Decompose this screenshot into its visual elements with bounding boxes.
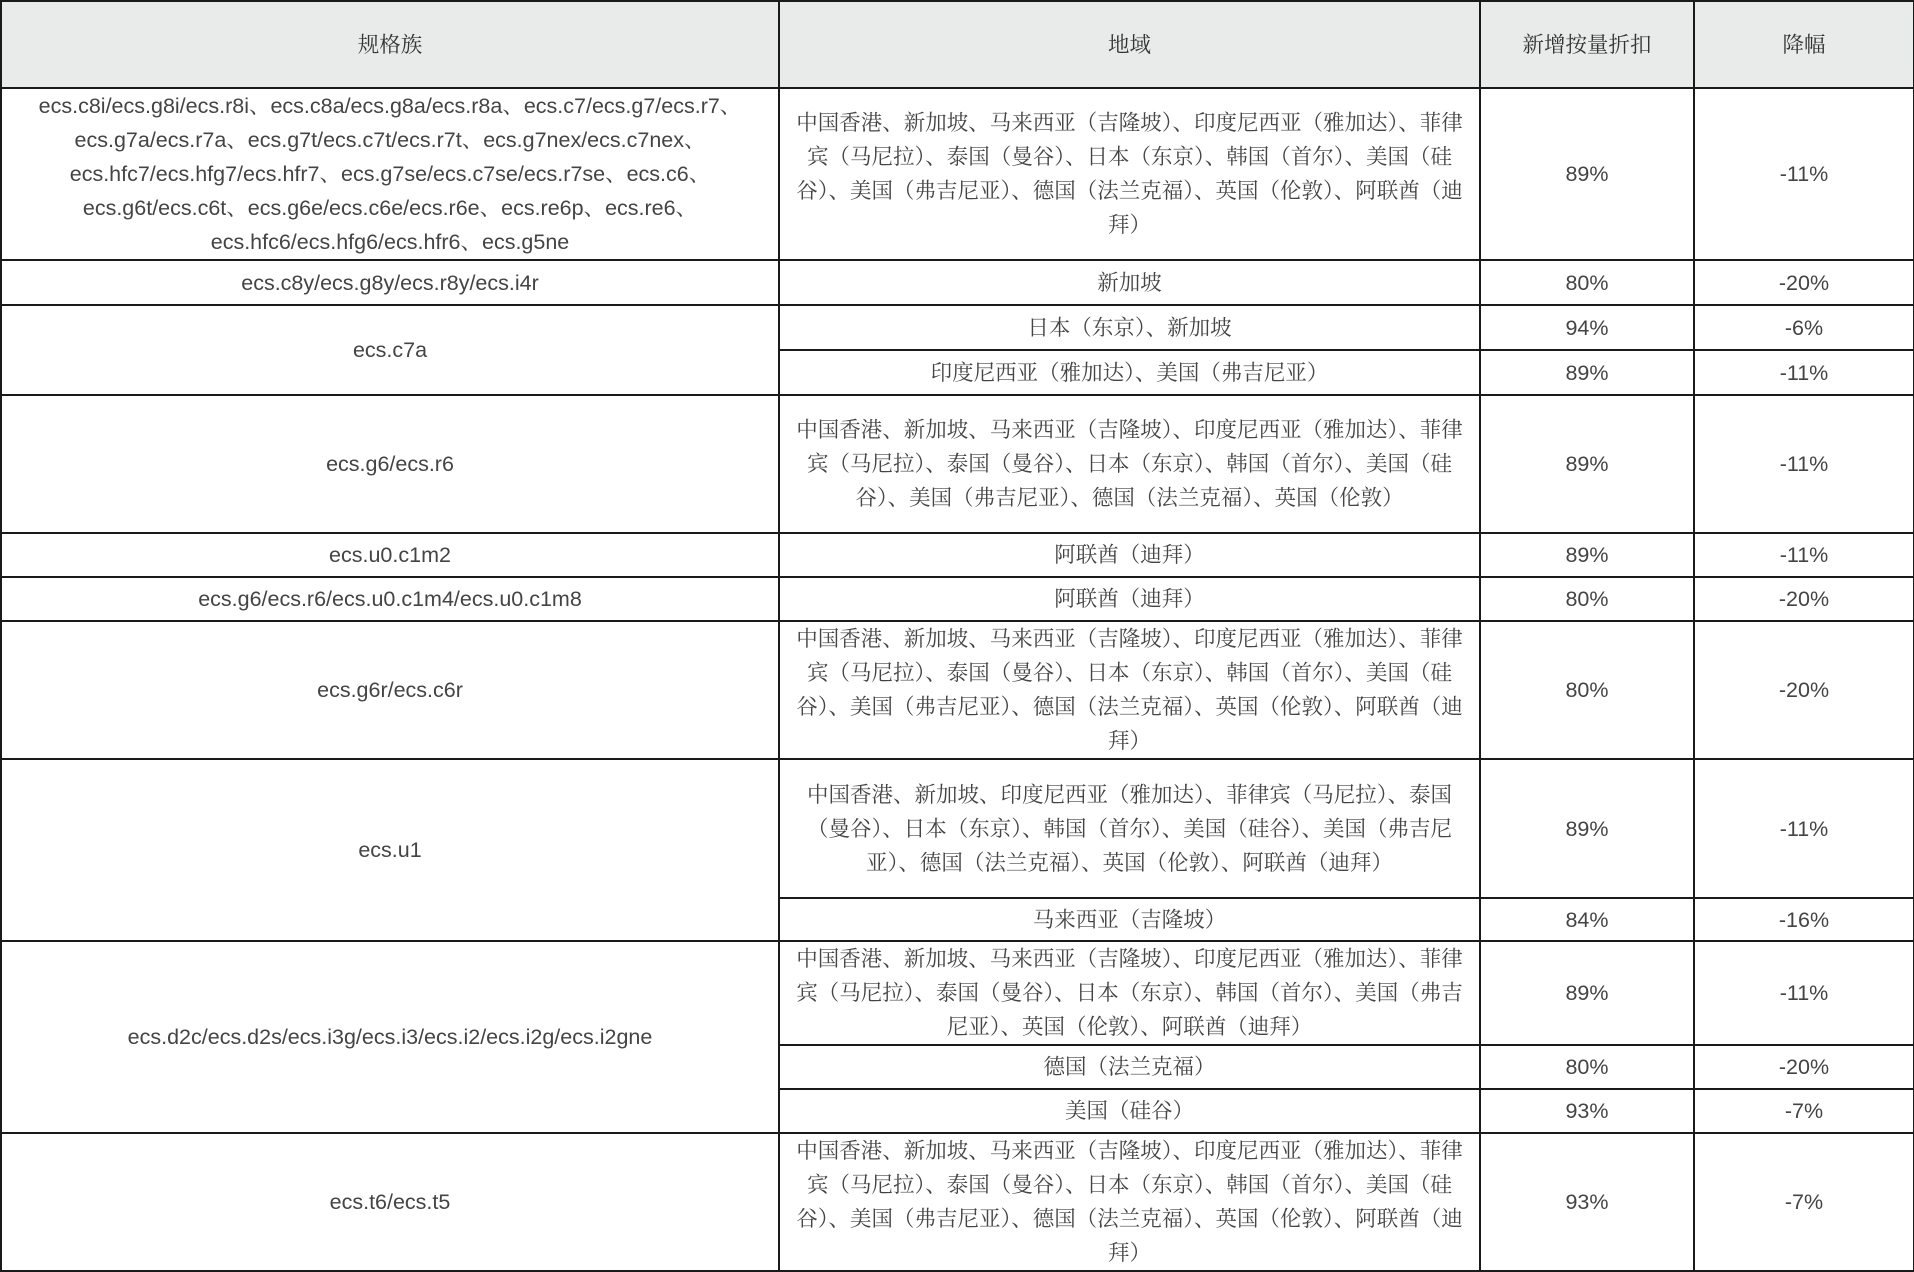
family-cell: ecs.c8y/ecs.g8y/ecs.r8y/ecs.i4r — [1, 260, 779, 305]
header-discount: 新增按量折扣 — [1480, 1, 1694, 88]
family-cell: ecs.g6r/ecs.c6r — [1, 621, 779, 759]
region-cell: 美国（硅谷） — [779, 1089, 1480, 1133]
drop-cell: -11% — [1694, 395, 1914, 533]
table-row — [1, 1133, 1914, 1271]
region-cell: 马来西亚（吉隆坡） — [779, 898, 1480, 941]
discount-cell: 80% — [1480, 577, 1694, 621]
drop-cell: -7% — [1694, 1089, 1914, 1133]
family-cell: ecs.c7a — [1, 305, 779, 395]
region-cell: 中国香港、新加坡、马来西亚（吉隆坡）、印度尼西亚（雅加达）、菲律宾（马尼拉）、泰国（曼谷）、日本（东京）、韩国（首尔）、美国（弗吉尼亚）、英国（伦敦）、阿联酋（迪拜） — [779, 941, 1480, 1045]
drop-cell: -20% — [1694, 260, 1914, 305]
drop-cell: -11% — [1694, 350, 1914, 395]
drop-cell: -11% — [1694, 759, 1914, 898]
family-cell: ecs.c8i/ecs.g8i/ecs.r8i、ecs.c8a/ecs.g8a/ecs.r8a、ecs.c7/ecs.g7/ecs.r7、ecs.g7a/ecs.r7a、ecs.g7t/ecs.c7t/ecs.r7t、ecs.g7nex/ecs.c7nex、ecs.hfc7/ecs.hfg7/ecs.hfr7、ecs.g7se/ecs.c7se/ecs.r7se、ecs.c6、ecs.g6t/ecs.c6t、ecs.g6e/ecs.c6e/ecs.r6e、ecs.re6p、ecs.re6、ecs.hfc6/ecs.hfg6/ecs.hfr6、ecs.g5ne — [1, 88, 779, 260]
discount-cell: 80% — [1480, 260, 1694, 305]
region-cell: 中国香港、新加坡、马来西亚（吉隆坡）、印度尼西亚（雅加达）、菲律宾（马尼拉）、泰国（曼谷）、日本（东京）、韩国（首尔）、美国（硅谷）、美国（弗吉尼亚）、德国（法兰克福）、英国（伦敦） — [779, 395, 1480, 533]
header-drop: 降幅 — [1694, 1, 1914, 88]
drop-cell: -20% — [1694, 577, 1914, 621]
region-cell: 德国（法兰克福） — [779, 1045, 1480, 1089]
table-row — [1, 395, 1914, 533]
discount-cell: 89% — [1480, 759, 1694, 898]
region-cell: 印度尼西亚（雅加达）、美国（弗吉尼亚） — [779, 350, 1480, 395]
discount-cell: 89% — [1480, 88, 1694, 260]
table-row — [1, 88, 1914, 260]
header-family: 规格族 — [1, 1, 779, 88]
discount-cell: 80% — [1480, 621, 1694, 759]
drop-cell: -20% — [1694, 1045, 1914, 1089]
discount-cell: 89% — [1480, 533, 1694, 577]
drop-cell: -11% — [1694, 941, 1914, 1045]
discount-cell: 93% — [1480, 1089, 1694, 1133]
table-row — [1, 260, 1914, 305]
family-cell: ecs.g6/ecs.r6/ecs.u0.c1m4/ecs.u0.c1m8 — [1, 577, 779, 621]
drop-cell: -16% — [1694, 898, 1914, 941]
table-row — [1, 941, 1914, 1045]
drop-cell: -20% — [1694, 621, 1914, 759]
drop-cell: -11% — [1694, 533, 1914, 577]
drop-cell: -6% — [1694, 305, 1914, 350]
table-row — [1, 577, 1914, 621]
family-cell: ecs.d2c/ecs.d2s/ecs.i3g/ecs.i3/ecs.i2/ecs.i2g/ecs.i2gne — [1, 941, 779, 1133]
region-cell: 中国香港、新加坡、马来西亚（吉隆坡）、印度尼西亚（雅加达）、菲律宾（马尼拉）、泰国（曼谷）、日本（东京）、韩国（首尔）、美国（硅谷）、美国（弗吉尼亚）、德国（法兰克福）、英国（伦敦）、阿联酋（迪拜） — [779, 1133, 1480, 1271]
discount-cell: 89% — [1480, 395, 1694, 533]
header-row — [1, 1, 1914, 88]
drop-cell: -11% — [1694, 88, 1914, 260]
table-row — [1, 621, 1914, 759]
family-cell: ecs.t6/ecs.t5 — [1, 1133, 779, 1271]
discount-cell: 94% — [1480, 305, 1694, 350]
region-cell: 阿联酋（迪拜） — [779, 533, 1480, 577]
discount-cell: 89% — [1480, 941, 1694, 1045]
family-cell: ecs.u1 — [1, 759, 779, 941]
discount-cell: 84% — [1480, 898, 1694, 941]
region-cell: 中国香港、新加坡、印度尼西亚（雅加达）、菲律宾（马尼拉）、泰国（曼谷）、日本（东京）、韩国（首尔）、美国（硅谷）、美国（弗吉尼亚）、德国（法兰克福）、英国（伦敦）、阿联酋（迪拜） — [779, 759, 1480, 898]
discount-cell: 89% — [1480, 350, 1694, 395]
header-region: 地域 — [779, 1, 1480, 88]
discount-cell: 80% — [1480, 1045, 1694, 1089]
family-cell: ecs.g6/ecs.r6 — [1, 395, 779, 533]
table-row — [1, 759, 1914, 898]
table-row — [1, 305, 1914, 350]
discount-cell: 93% — [1480, 1133, 1694, 1271]
region-cell: 中国香港、新加坡、马来西亚（吉隆坡）、印度尼西亚（雅加达）、菲律宾（马尼拉）、泰国（曼谷）、日本（东京）、韩国（首尔）、美国（硅谷）、美国（弗吉尼亚）、德国（法兰克福）、英国（伦敦）、阿联酋（迪拜） — [779, 88, 1480, 260]
drop-cell: -7% — [1694, 1133, 1914, 1271]
table-row — [1, 533, 1914, 577]
region-cell: 日本（东京）、新加坡 — [779, 305, 1480, 350]
region-cell: 中国香港、新加坡、马来西亚（吉隆坡）、印度尼西亚（雅加达）、菲律宾（马尼拉）、泰国（曼谷）、日本（东京）、韩国（首尔）、美国（硅谷）、美国（弗吉尼亚）、德国（法兰克福）、英国（伦敦）、阿联酋（迪拜） — [779, 621, 1480, 759]
region-cell: 阿联酋（迪拜） — [779, 577, 1480, 621]
family-cell: ecs.u0.c1m2 — [1, 533, 779, 577]
region-cell: 新加坡 — [779, 260, 1480, 305]
